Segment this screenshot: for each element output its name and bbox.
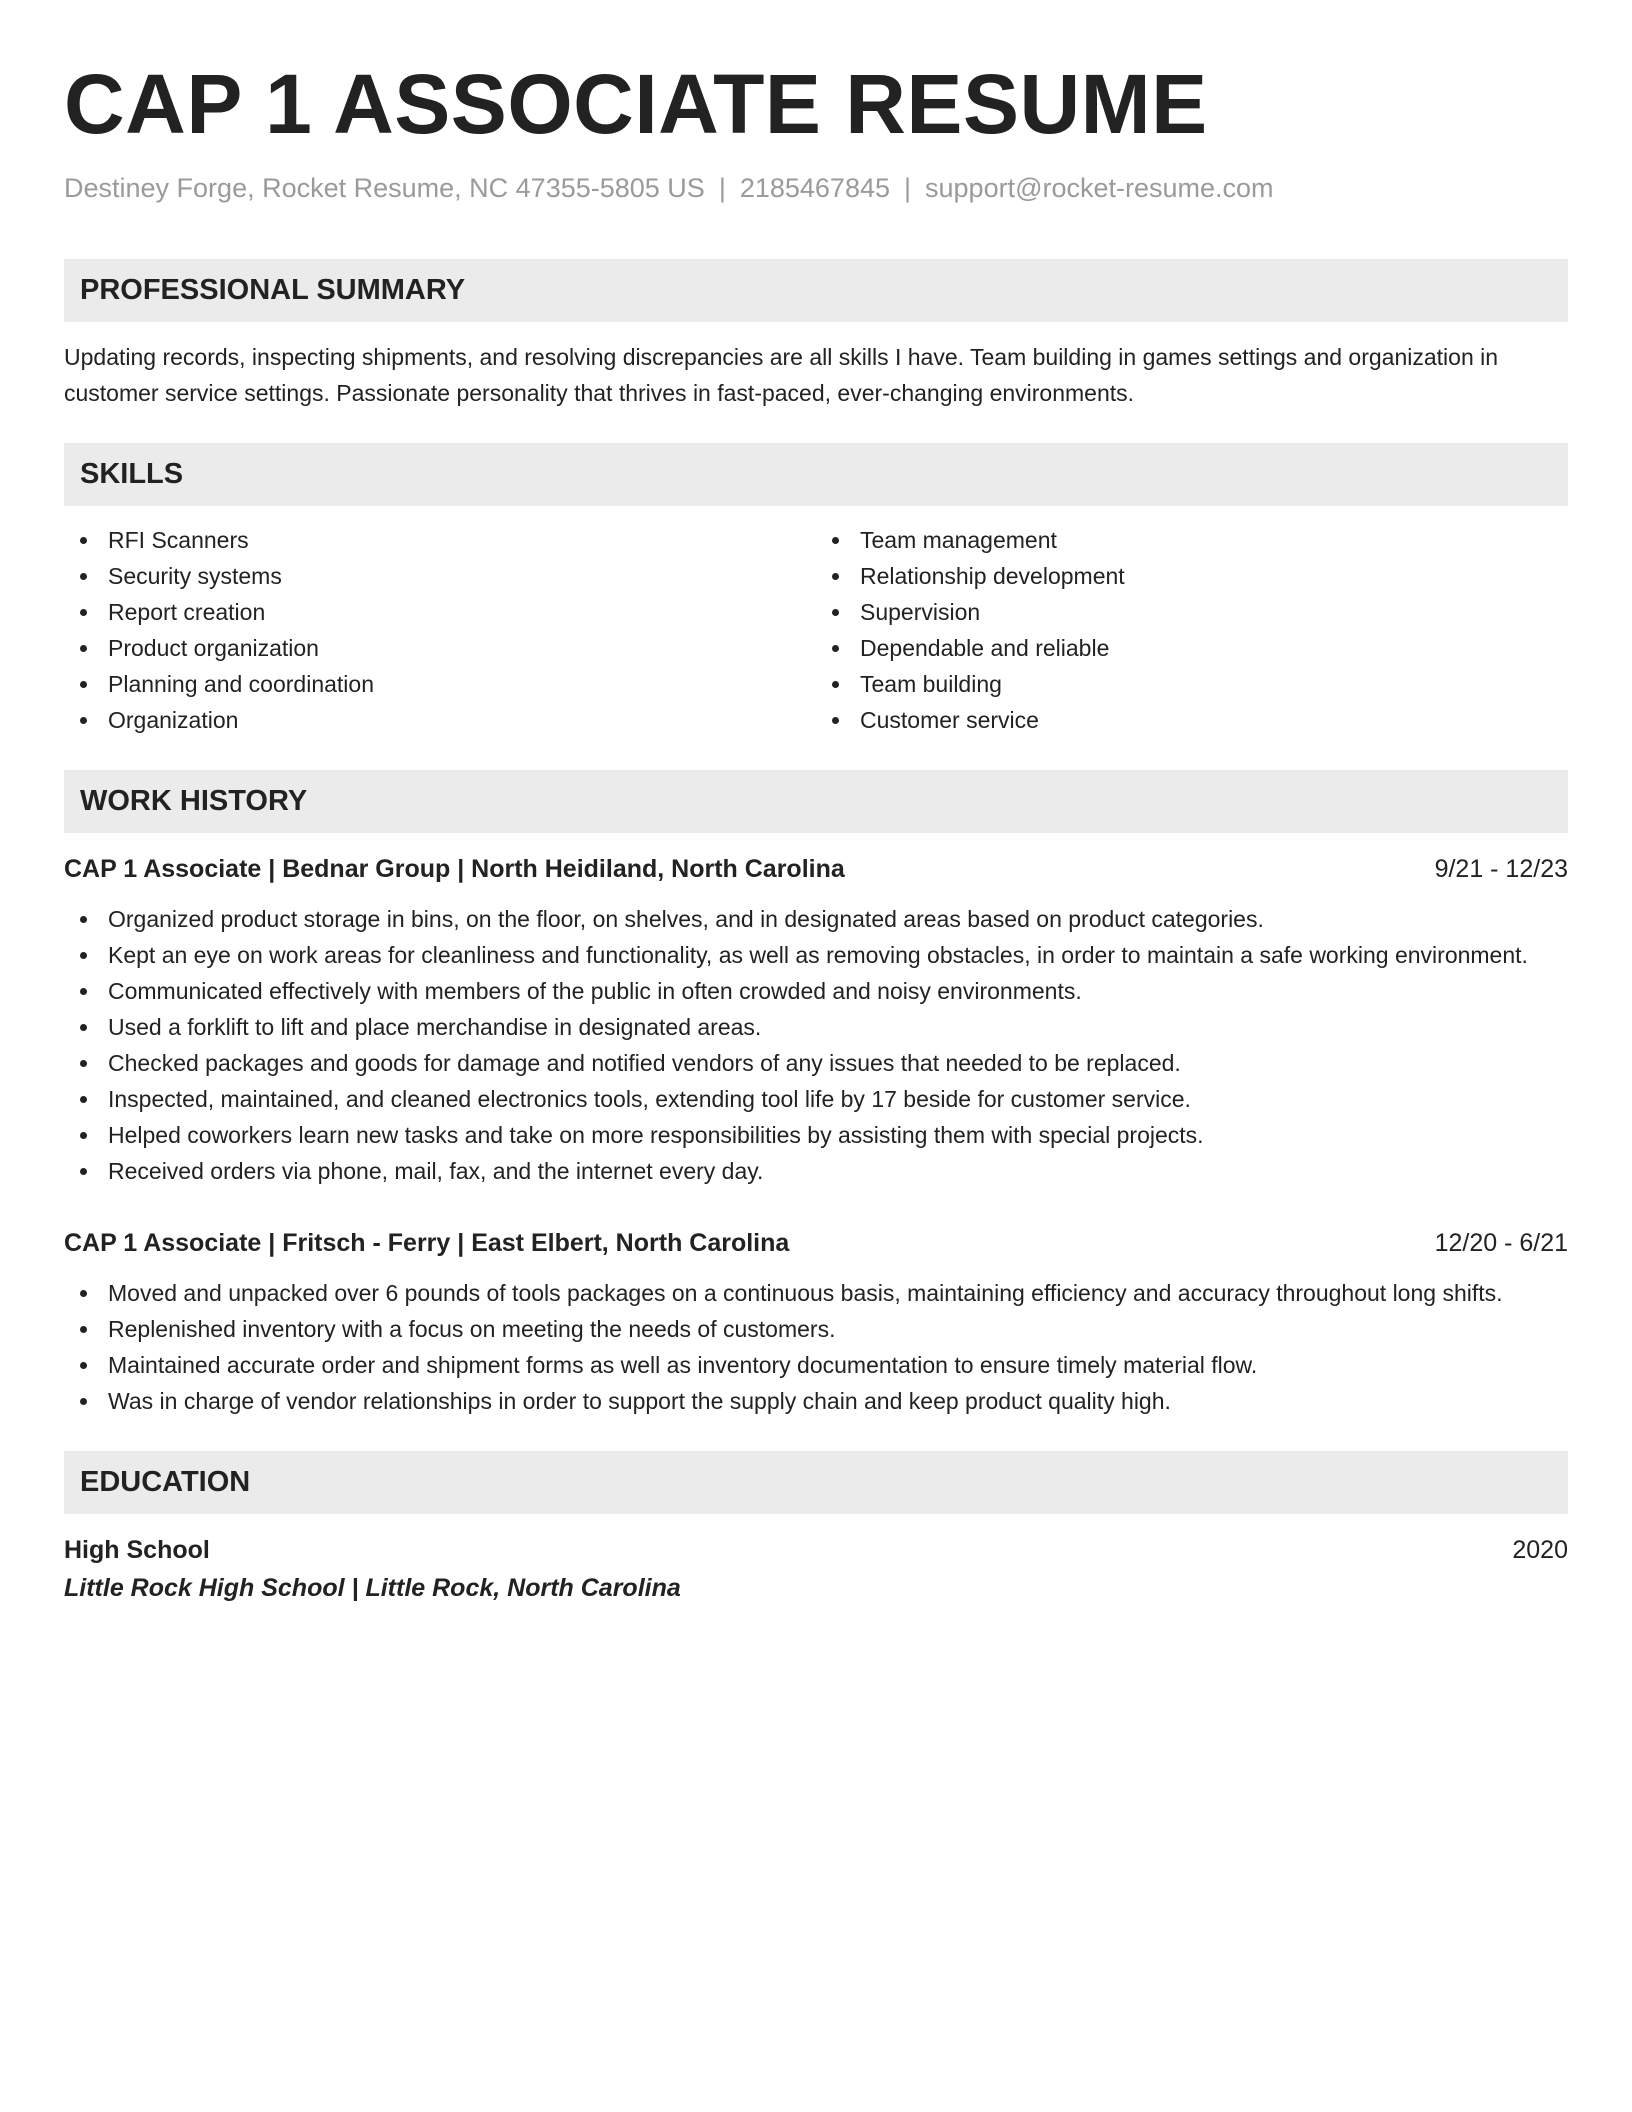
contact-phone: 2185467845 [739, 173, 890, 203]
contact-address: Destiney Forge, Rocket Resume, NC 47355-5805 US [64, 173, 705, 203]
section-header-work-history: WORK HISTORY [64, 770, 1568, 833]
section-header-summary: PROFESSIONAL SUMMARY [64, 259, 1568, 322]
contact-line [64, 170, 1568, 206]
skill-item: RFI Scanners [108, 522, 816, 558]
skill-item: Relationship development [860, 558, 1568, 594]
job-entry [64, 1225, 1568, 1419]
skills-list [64, 522, 1568, 738]
job-title: CAP 1 Associate | Bednar Group | North Heidiland, North Carolina [64, 855, 845, 883]
skill-item: Organization [108, 702, 816, 738]
duty-item: Used a forklift to lift and place merchandise in designated areas. [64, 1009, 1568, 1045]
skill-item: Product organization [108, 630, 816, 666]
contact-email: support@rocket-resume.com [925, 173, 1274, 203]
duty-item: Inspected, maintained, and cleaned electronics tools, extending tool life by 17 beside for customer service. [64, 1081, 1568, 1117]
skills-column-left [64, 522, 816, 738]
duty-item: Helped coworkers learn new tasks and take on more responsibilities by assisting them with special projects. [64, 1117, 1568, 1153]
skill-item: Supervision [860, 594, 1568, 630]
duty-item: Maintained accurate order and shipment forms as well as inventory documentation to ensure timely material flow. [64, 1347, 1568, 1383]
summary-text: Updating records, inspecting shipments, and resolving discrepancies are all skills I have. Team building in games settings and organization in customer service settings. Passionate personality that thrives in fast-paced, ever-changing environments. [64, 344, 1499, 406]
skill-item: Team building [860, 666, 1568, 702]
job-header [64, 851, 1568, 887]
education-degree: High School [64, 1536, 210, 1564]
duty-item: Checked packages and goods for damage and notified vendors of any issues that needed to be replaced. [64, 1045, 1568, 1081]
job-title: CAP 1 Associate | Fritsch - Ferry | East Elbert, North Carolina [64, 1229, 790, 1257]
skill-item: Security systems [108, 558, 816, 594]
contact-separator: | [904, 173, 912, 203]
skill-item: Report creation [108, 594, 816, 630]
job-dates: 12/20 - 6/21 [1434, 1229, 1568, 1257]
duty-item: Communicated effectively with members of the public in often crowded and noisy environments. [64, 973, 1568, 1009]
duty-item: Organized product storage in bins, on the floor, on shelves, and in designated areas based on product categories. [64, 901, 1568, 937]
duty-item: Received orders via phone, mail, fax, and the internet every day. [64, 1153, 1568, 1189]
job-entry [64, 851, 1568, 1189]
resume-title: CAP 1 ASSOCIATE RESUME [64, 57, 1208, 151]
section-header-education: EDUCATION [64, 1451, 1568, 1514]
duty-item: Replenished inventory with a focus on meeting the needs of customers. [64, 1311, 1568, 1347]
skill-item: Customer service [860, 702, 1568, 738]
job-duties [64, 901, 1568, 1189]
contact-separator: | [718, 173, 726, 203]
education-year: 2020 [1512, 1536, 1568, 1564]
skill-item: Planning and coordination [108, 666, 816, 702]
duty-item: Kept an eye on work areas for cleanliness and functionality, as well as removing obstacles, in order to maintain a safe working environment. [64, 937, 1568, 973]
skill-item: Team management [860, 522, 1568, 558]
job-dates: 9/21 - 12/23 [1434, 855, 1568, 883]
education-entry [64, 1532, 1568, 1568]
education-school: Little Rock High School | Little Rock, North Carolina [64, 1574, 681, 1602]
job-duties [64, 1275, 1568, 1419]
skills-column-right [816, 522, 1568, 738]
skill-item: Dependable and reliable [860, 630, 1568, 666]
job-header [64, 1225, 1568, 1261]
duty-item: Was in charge of vendor relationships in order to support the supply chain and keep product quality high. [64, 1383, 1568, 1419]
duty-item: Moved and unpacked over 6 pounds of tools packages on a continuous basis, maintaining efficiency and accuracy throughout long shifts. [64, 1275, 1568, 1311]
section-header-skills: SKILLS [64, 443, 1568, 506]
